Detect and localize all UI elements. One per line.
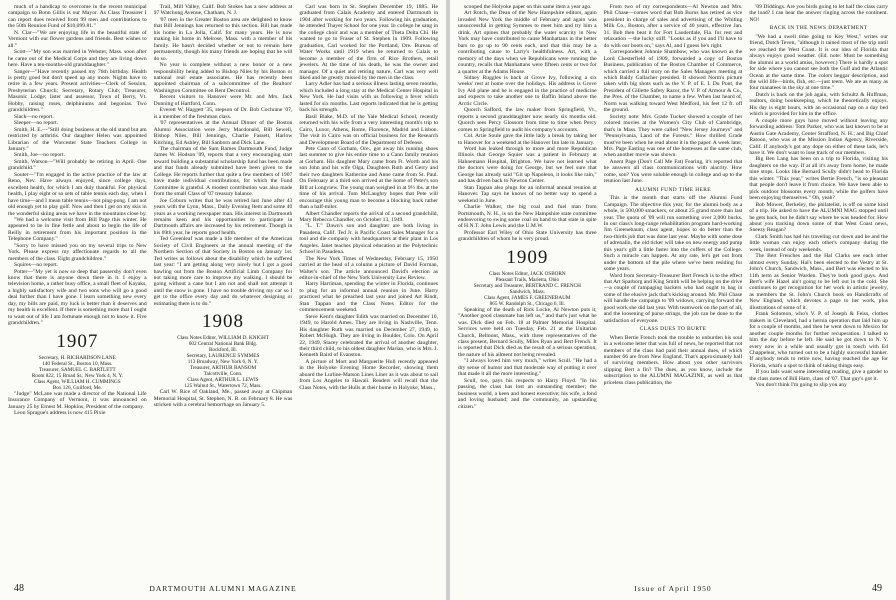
left-column-1 [8,4,147,578]
note-paragraph: Recent visitors to Hanover were Mr. and Mrs. Jack Dunning of Hartford, Conn. [153,94,293,107]
officer-line: Treasurer, SAMUEL C. BARTLETT [38,366,116,373]
right-col1-tail [458,307,597,410]
left-page-footer [14,583,432,595]
note-paragraph: Smith, Joe—no report. [14,152,65,159]
note-paragraph: '09 Diddings. Are you birds going to let half the class carry the load? I can hear the answer ringing across the continent. NO! [749,4,888,23]
note-paragraph: Big Ben Lang has been on a trip to Florida, visiting his daughters on the way. If at all it's away from home, he made nine stops. Looks like Bernard Scully didn't head to Florida this winter. "This year," writes Bertie French, "is so pleasant that people don't leave it from choice. We have been able to pick outdoor blossoms every month, while the golfers have been enjoying themselves." Oh, yeah? [749,156,888,202]
left-page-columns [8,4,438,578]
note-paragraph: Art Rotch, the Dean of the New Hampshire editors, again invaded New York the middle of February and again was unsuccessful in getting Symmes to meet him and try him a drink. Art opines that probably the water scarcity in New York may have contributed to cause Manhattans in the better bars to go up to 90 cents each, and that this may be a contributing cause to Larry's healthfulness. Art, with a memory of the days when we Republicans were running the country, recalls that Manhattans were fifteen cents or two for a quarter at the Adams House. [458,10,597,75]
left-col2-notes [154,4,293,307]
note-paragraph: Quorch Safford, the law maker from Springfield, Vt., reports a second granddaughter now nearly six months old. Quorch sees Percy Glossom from time to time when Percy comes to Springfield to audit his company's accounts. [458,107,597,133]
note-paragraph: Carl W. Rice of Oakland, Me., passed away at Chipman Memorial Hospital, St. Stephen, N. B. on February 8. He was stricken with a cerebral hemorrhage on January 5. [153,389,293,409]
right-column-3 [749,4,888,578]
note-paragraph: Speaking of the death of Rick Locke, Al Newton puts it, "Another good classmate has left us," and that's just what he was. Dick died on Feb. 18 at Palmer Memorial Hospital. Services were held on Tuesday, Feb. 21 at the Unitarian Church, Belmont, Mass., with three representatives of the class present, Bernard Scully, Miles Ryan and Bert French. It is reported that Dick died as the result of a serious operation, the nature of his ailment not being revealed. [458,306,597,358]
note-paragraph: Society note: Mrs. Grade Tucker showed a couple of her colored movies at the Women's City Club of Cambridge, that's in Mass. They were called "New Jersey Journeys" and "Pennsylvania, Land of the Forests." How thrilled Grade must've been when he read about it in the paper. A week later, Mrs. Page Easting was one of the hostesses at the same club, when another movie was shown. [603,113,743,159]
class-year-heading-1908: 1908 [201,311,244,333]
right-page-footer [464,583,882,595]
right-column-1 [458,4,597,578]
officer-line: Secretary and Treasurer, BERTRAND C. FRENCH [473,282,581,289]
note-paragraph: No year is complete without a new honor or a new responsibility being added to Bishop Niles by his Boston or national real estate associates. He has recently been appointed chairman of a subcommittee of the Realtors' Washington Committee on Rent Decontrol. [153,62,293,94]
class-officers-1908 [154,335,293,389]
note-paragraph: '07 representatives at the Annual Dinner of the Boston Alumni Association were Jerry Macdonald, Bill Sewell, Bishop Niles, Bill Jennings, Charlie Fassett, Harlow Kitching, Ed Ashley, Bill Sanborn and Dick Lane. [153,120,293,146]
note-paragraph: Frank Solomon, who's V. P. of Joseph & Feiss, clothes makers in Cleveland, had a hernia operation that laid him up for a couple of months, and then he went down to Mexico for another couple months for further recuperation. I talked to him the day before he left. He said he got down to N. Y. every now in a while and usually got in touch with Ed Chappelear, who turned out to be a highly successful banker. If anybody tends to retire now, having reached the age for Florida, what's a spot to think of taking things easy. [749,311,888,369]
section-heading-class-dues: CLASS DUES TO BURTE [639,326,707,333]
note-paragraph: Trail, Mill Valley, Calif. Bob Stokes has a new address at 97 Watchung Avenue, Chatham, N. J. [153,4,293,17]
note-paragraph: Leon Sprague's address is now 415 Pixie [14,410,106,417]
note-paragraph: The New York Times of Wednesday, February 15, 1950 carried at the head of a column a picture of David Forman, Walter's son. The article announced David's election as editor-in-chief of the New York University Law Review. [299,255,438,282]
officer-line: Rockford, Ill. [208,347,238,354]
note-paragraph: "Judge" McLane was made a director of the National Life Insurance Company of Vermont, it was announced on January 25 by Ernest M. Hopkins, President of the company. [8,390,147,410]
note-paragraph: Bob Mower, Berkeley, the philatelist, is off on some kind of a trip. He asked to have the ALUMNI MAG stopped until he gets back, but he didn't say where he was headed for. How about you tracking down some of that West Coast news, Sneezy Reagan? [749,201,888,234]
note-paragraph: much of a handicap to overcome in the recent municipal campaign so Bonn Gillis is our Mayor. As Class Treasurer I can report dues received from 99 men and contributions to the 50th Reunion Fund of $10,099.81." [8,4,147,30]
note-paragraph: A couple more guys have moved without leaving any forwarding address: Tom Parker, who was last known to be at Austin Gate Academy, Center Strafford, N. H.; and Big Chief Ratoon, who was at the Mission Indian Agency, Riverside, Calif. If anybody's got any dope on either of these lads, let's have it. We don't want to lose track of our members. [749,117,888,156]
note-paragraph: "L. T." Dawn's son and daughter are both living in Pasadena, Calif. Ted Jr. is Pacific Coast Sales Manager for a tool and die company with headquarters at their plant in Los Angeles. Janet teaches physical education at the Polytechnic School in Pasadena. [299,223,438,256]
note-paragraph: You don't think I'm going to slip you any [755,382,847,389]
officer-line: Class Agent, ARTHUR L. LEWIS [187,377,259,384]
officer-line: Class Agent, WILLIAM H. CUMMINGS [34,378,121,385]
note-paragraph: Slack—no report. [14,113,54,120]
note-paragraph: "We had a swell time going to Key West," writes our friend, Dutch Teven, "although it rained most of the trip until we reached the West Coast. It is our idea of Florida that always enjoys good weather. (Ed. note: Must be something the alumni as a world amiss, however.) There is hardly a spot for side where you cannot see both the Gulf and the Atlantic Ocean at the same time. The colors beggar description, and the wild life—birds, fish, etc.—just teem. We ate as many as four manatees in the sky at one time." [749,33,888,92]
class-year-heading-1909: 1909 [506,246,549,268]
class-year-heading-1907: 1907 [56,330,99,352]
page-number-left: 48 [14,583,24,594]
note-paragraph: Scull, too, pays his respects to Harry Floyd. "In his passing, the class has lost an outstanding member; the business world, a keen and honest executive; his wife, a fond and loving husband; and the community, an upstanding citizen." [458,377,597,410]
note-paragraph: When Bertie French took the trouble to unburden his soul in a welcome letter that was full of news, he reported that not members of the class had paid their annual dues, of which number 66 are from New England. That's approximately half of surviving members. How about you other survivors slipping Bert a fin? The dues, as you know, include the subscription to the ALUMNI MAGAZINE, as well as that priceless class publication, the [603,334,743,386]
note-paragraph: Smith, Watson—"Will probably be retiring in April. One grandchild." [8,158,147,172]
note-paragraph: Larry Adler has had a serious illness lasting seven months, which included a long stay at the Medical Center Hospital in New York. He had visits with us following a fever which lasted for six months. Last reports indicated that he is getting back his strength. [299,81,438,114]
note-paragraph: The chairman of the Sam Barnes Dartmouth Fund, Judge James W. Hodson '09, reports that a very encouraging start toward building a substantial scholarship fund has been made and that funds already submitted have been given to the College. He reports further that quite a few members of 1907 have made individual contributions, for which the Fund Committee is grateful. A modest contribution was also made from the small Class of '07 treasury balance. [153,145,293,198]
section-heading-back-in-news: BACK IN THE NEWS DEPARTMENT [769,25,868,32]
right-col2-tail2 [604,335,743,387]
note-paragraph: Sidney Ruggles is back at Grove Ivy, following a six weeks' rest at home over the holidays. His address is Grove Ivy Aid plane and he is engaged in the practice of medicine and expects to take another one to Baffin Island above the Arctic Circle. [458,74,597,107]
class-officers-1907 [8,355,147,391]
right-col3-tail [749,34,888,389]
section-heading-alumni-fund: ALUMNI FUND TIME HERE [635,186,711,193]
note-paragraph: Harry Harriman, spending the winter in Florida, continues to plug for an informal annual reunion in June. Harry practiced what he preached last year and joined Art Rindt, Stan Tappan and the Class Notes Editor for the commencement weekend. [299,281,438,314]
note-paragraph: Sleeper—no report. [14,120,59,127]
note-paragraph: From two of my correspondents—Al Newton and Mrs. Phil Chase—comes word that Bob Burns has retired as vice president in charge of sales and advertising of the Whiting Milk Co., Boston, after a service of 40 years, effective Jan. 31. Bob then beat it for Fort Lauderdale, Fla. for rest and relaxation —the lucky stiff. "Looks as if you and I'll have to do with our boots on," says Al, and I guess he's right. [603,4,743,49]
note-paragraph: "I always loved him very much," writes Scull. "He had a dry sense of humor and that moderate way of putting it over that made it all the more interesting." [458,358,597,378]
magazine-title: DARTMOUTH ALUMNI MAGAZINE [149,584,297,593]
note-paragraph: This is the month that starts off the Alumni Fund Campaign. The objective this year, for the alumni body as a whole, is 500,000 smackers, or about 25 grand more than last year. The quota of '09 will run something over 2,000 bucks. In our class's long-range rehabilitation program hard-working Jim Greenebaum, class agent, hopes to do better than the two-thirds job that was done last year. Maybe with some dose of adrenalin, the old ticker will take on new energy and pump this year's gift a little faster into the coffers of the College. Such a miracle can happen. At any rate, let's get out from under the bottom of the pile where we've been residing for some years. [603,195,743,273]
note-paragraph: "Sorry to have missed you on my several trips to New York. Please express my affectionate regards to all the members of the class. Eight grandchildren." [8,242,147,262]
officer-line: Sandwich, Mass. [509,288,545,295]
officer-line: 602 Central National Bank Bldg. [188,341,258,348]
officer-line: Secretary, LAURENCE SYMMES [186,353,260,360]
page-number-right: 49 [872,583,882,594]
note-paragraph: Squires—no report. [14,262,59,269]
note-paragraph: Ted Greenleaf was made a life member of the American Society of Civil Engineers at the annual meeting of the Northern Section of that Society in Boston on January 1st. Ted writes as follows about the disability which he suffered last year: "I am getting along very nicely but I got a good bawling out from the Boston Artificial Limb Company for not taking more care to improve my walking. I should be going without a cane but I am not and shall not attempt it until the snow is gone. I have no trouble driving my car so I get to the office every day and do whatever designing or estimating there is to do." [153,236,293,307]
note-paragraph: Col. Artie Soule gave the little lady a break by taking her to Hanover for a weekend at the Hanover Inn late in January. [458,133,597,146]
issue-date: Issue of April 1950 [634,584,712,593]
class-officers-1909 [458,271,597,307]
officer-line: 140 Federal St., Boston 10, Mass. [42,360,113,367]
note-paragraph: Stan Tappan also plugs for an informal annual reunion at Hanover. Tap says he knows of no better way to spend a weekend in June. [458,184,597,204]
officer-line: 125 Walnut St., Watertown 72, Mass. [184,383,262,390]
note-paragraph: Smith, H. E.—"Still doing business at the old stand but am restricted by arthritis. Our daughter Helen was appointed Librarian of the Worcester State Teachers College in January." [8,126,147,152]
note-paragraph: Anent Page (Don't Call Me Fat) Fearing, it's reported that he answers all class communications with alacrity. How come, son? You were soluble enough in college and up to the reunion last June. [603,158,743,185]
officer-line: Class Notes Editor, JACK OSBORN [489,270,566,277]
note-paragraph: Everett W. Haggett '35, stepson of Dr. Bob Cochrane '07, is a member of the freshman class. [153,107,293,120]
note-paragraph: Scott—"My son was married in Webster, Mass. soon after he came out of the Medical Corps and they are living down here. Have a ten-months-old granddaughter." [8,49,147,69]
right-col2-tail [604,195,743,324]
right-col2-notes [604,4,743,185]
note-paragraph: "We had a welcome visit from Bill Page this winter. He appeared to be in fine fettle and about to begin the life of Reilly in retirement from his important position in the Telephone Company." [8,216,147,243]
note-paragraph: Word has leaked through to more and more Republican Illinois that George Squier was a patient in February at Hahnemann Hospital, Brighton. We have not learned what the doctors were doing for George, but we feel sure that George has already said "Git up Napoleon, it looks like rain," and has driven back to Newton Center. [458,145,597,185]
note-paragraph: Correspondent Johnnie Shambow, who was known as the Lord Chesterfield of 1909, forwarded a copy of Boston Business, publication of the Boston Chamber of Commerce, which carried a full story on the Sales Managers meeting at which Baldy Gallacher presided. It showed Norm's picture taken with big shots such as the V. P. of E. I. Du Pont, the President of Gillette Safety Razor, the V. P. of Armour & Co., the Pres. of the Chamber, to name a few. When last heard of, Norm was walking toward West Medford, his feet 12 ft. off the ground. [603,49,743,114]
note-paragraph: Clark Smith has had his traveling cut down and he and the little woman can enjoy each other's company during the week, instead of only weekends. [749,233,888,253]
note-paragraph: '07 men in the Greater Boston area are delighted to know that Bill Jennings has returned to this section. Bill has made his home in La Jolla, Calif. for many years. He is now making his home in Melrose, Mass. with a member of his family. He hasn't decided whether or not to remain here permanently, though his many friends are hoping that he will do so. [153,16,293,62]
note-paragraph: Steve Kent's daughter Edith was married on December 10, 1949, to Harold Ames. They are living in Nashville, Tenn. His daughter Ruth was married on December 27, 1949, to Robert McHugh. They are living in Boulder, Colo. On April 22, 1949, Stacey celebrated the arrival of another daughter, their third child, to his oldest daughter Marian, who is Mrs. J. Kenneth Baird of Evanston. [299,313,438,359]
right-col1-notes [458,4,597,243]
left-col1-tail [8,391,147,417]
officer-line: 113 Broadway, New York 6, N. Y. [187,359,259,366]
note-paragraph: N. Clar—"We are enjoying life in the beautiful state of Vermont with our flower gardens and friends. Best wishes to all." [8,29,147,49]
note-paragraph: Professor Earl Wiley of Ohio State University has three grandchildren of whom he is very proud. [458,229,597,243]
left-col3-notes [299,4,438,391]
officer-line: Room 822, 15 Broad St., New York 4, N. Y. [31,372,123,379]
right-page [450,0,896,600]
note-paragraph: Carl was born in St. Stephen December 19, 1885. He graduated from Calais Academy and entered Dartmouth in 1904 after working for two years. Following his graduation, he attended Thayer School for one year. In college he sang in the college choir and was a member of Theta Delta Chi. He wanted to go to Fraser of St. Stephen in 1909. Following graduation, Carl worked for the Portland, Ore. Bureau of Water Works until 1919 when he returned to Calais to become a member of the firm of Rice Brothers, retail jewelers. At the time of his death, he was the owner and manager. Of a quiet and retiring nature, Carl was very well liked and he greatly missed by the men in the class. [299,4,438,81]
officer-line: Treasurer, ARTHUR RANSOM [189,365,257,372]
note-paragraph: Souter—"I'm engaged in the active practice of the law at Reno, Nev. Have always enjoyed, since college days, excellent health, for which I am duly thankful. For physical health, I play eight or so sets of table tennis each day, when I have time—and I mean table tennis—not ping-pong. I am not old enough yet to play golf. Now and then I get on my skis in the wonderful skiing areas we have in the mountains close by. [8,171,147,217]
right-column-2 [604,4,743,578]
note-paragraph: Charlie Walker, the big coal and fuel man from Portsmouth, N. H., is on the New Hampshire state committee endeavoring to swing some coal on hand to that state in spite of H.N.T. John Lewis and the U.M.W. [458,204,597,230]
note-paragraph: Joe Coburn writes that he was retired last June after 43 years with the Lynn, Mass., Daily Evening Item and some 40 years as a working newspaper man. His interest in Dartmouth remains keen and his opportunities to participate in Dartmouth affairs are increased by his retirement. Though in his 69th year, he reports good health. [153,197,293,236]
officer-line: Box 126, Guilford, Me. [52,384,102,391]
note-paragraph: Potter—"My yet is now so deep that passersby don't even know that there is anyone down there in it. I enjoy a television home, a rather busy office, a small fleet of Kayaks, a highly satisfactory wife and two sons who will go a good deal further than I have gone. I learn something new every day, my bills are paid, my luck is better than it deserves and my health is excellent. If there is something more that I ought to want out of life I am fortunate enough not to know it. Five grandchildren." [8,268,147,327]
left-col1-notes [8,4,147,327]
left-col2-tail [154,389,293,408]
officer-line: Class Agent, JAMES F. GREENEBAUM [484,294,571,301]
note-paragraph: Dutch is back on the job again, with Schultz & Huffman, realtors, doing bookkeeping, which he theoretically enjoys. His day is eight hours, with an occasional nap on a day bed which is provided for him in the office. [749,91,888,118]
left-column-3 [299,4,438,578]
right-col3-notes [749,4,888,23]
note-paragraph: scooped the Holyoke paper on this same item a year ago. [464,4,592,10]
note-paragraph: Albert Chandler reports the arrival of a second grandchild, Mary Rebecca Chandler, on October 13, 1949. [299,210,438,223]
note-paragraph: Basil Blake, M.D. of the Yale Medical School, recently returned with his wife from a very interesting month's trip to Cairo, Luxor, Athens, Rome, Florence, Madrid and Lisbon. The visit in Cairo was on official business for the Research and Development Board of the Department of Defense. [299,113,438,146]
officer-line: Talcottville, Conn. [203,371,243,378]
officer-line: Secretary, H. RICHARDSON LANE [38,354,116,361]
officer-line: Pleasant Trails, Marietta, Ohio [495,276,560,283]
note-paragraph: Sanger—"Have recently passed my 76th birthday. Health is pretty good but don't speed up any more. Nights have to retire in a few years. Present activities—Clerk of Session, Presbyterian Church; Secretary, Rotary Club; Treasurer, Masonic Lodge; lister and assessor, Town of Berry, Vt. Hobby, raising roses, delphiniums and begonias. Two grandchildren." [8,68,147,114]
note-paragraph: Word from Secretary-Treasurer Bert French is to the effect that Art Sparborg and King Smith will be helping on the drive—a couple of rampaging backers who had ought to bag in some of the elusive jack that's kicking around. Mr. Phil Chase will handle the campaign to '09 widows, carrying forward the good work she did last year. With teamwork on the part of all, and the loosening of purse strings, the job can be done to the satisfaction of everyone. [603,272,743,324]
note-paragraph: If you lads want some interesting reading, give a gander to the class notes of Bill Ham, class of '07. That guy's got it. [749,369,888,382]
note-paragraph: Pete Cann of Gorham, Ore., got away his running shoes last summer to give his entire time to a Cann family reunion at Gorham. His daughter Mary came from Ft. Worth and his son John and his wife Olga, Daughters Ruth and Gerry and their two daughters Katherine and Anne came from St. Paul. On February at a third son arrived at the home of Peter's son Bill at Longview. The young man weighed in at 9½ lbs. at the time of his arrival. Tom McLaughry hopes that Pete will encourage this young man to become a blocking back rather than a half-miler. [299,145,438,211]
officer-line: 865 W. Randolph St., Chicago 6, Ill. [489,300,566,307]
note-paragraph: A picture of Mort and Marguerite Hull recently appeared in the Holyoke Evening Home Recorder, showing them aboard the Lurline-Matson Lines Liner as it was about to sail from Los Angeles to Hawaii. Readers will recall that the Class Notes, with the Hulls at their home in Holyoke, Mass., [299,358,438,391]
right-page-columns [458,4,888,578]
left-column-2 [154,4,293,578]
officer-line: Class Notes Editor, WILLIAM D. KNIGHT [177,335,269,342]
note-paragraph: The Bert Frenches and the Hal Clarks see each other almost every Sunday. Hal's been elected to the Vestry at St. John's Church, Sandwich, Mass., and Bert was elected to his 11th term as Senior Warden. They're both good guys. And Bert's wife Hazel ain't going to be left out in the cold. She continues to get recognition for her work in artistic jewelry, as members the St. John's Church book on Handicrafts of New England, which devotes a page to her work, plus illustrations of some of it. [749,253,888,311]
left-page [0,0,446,600]
